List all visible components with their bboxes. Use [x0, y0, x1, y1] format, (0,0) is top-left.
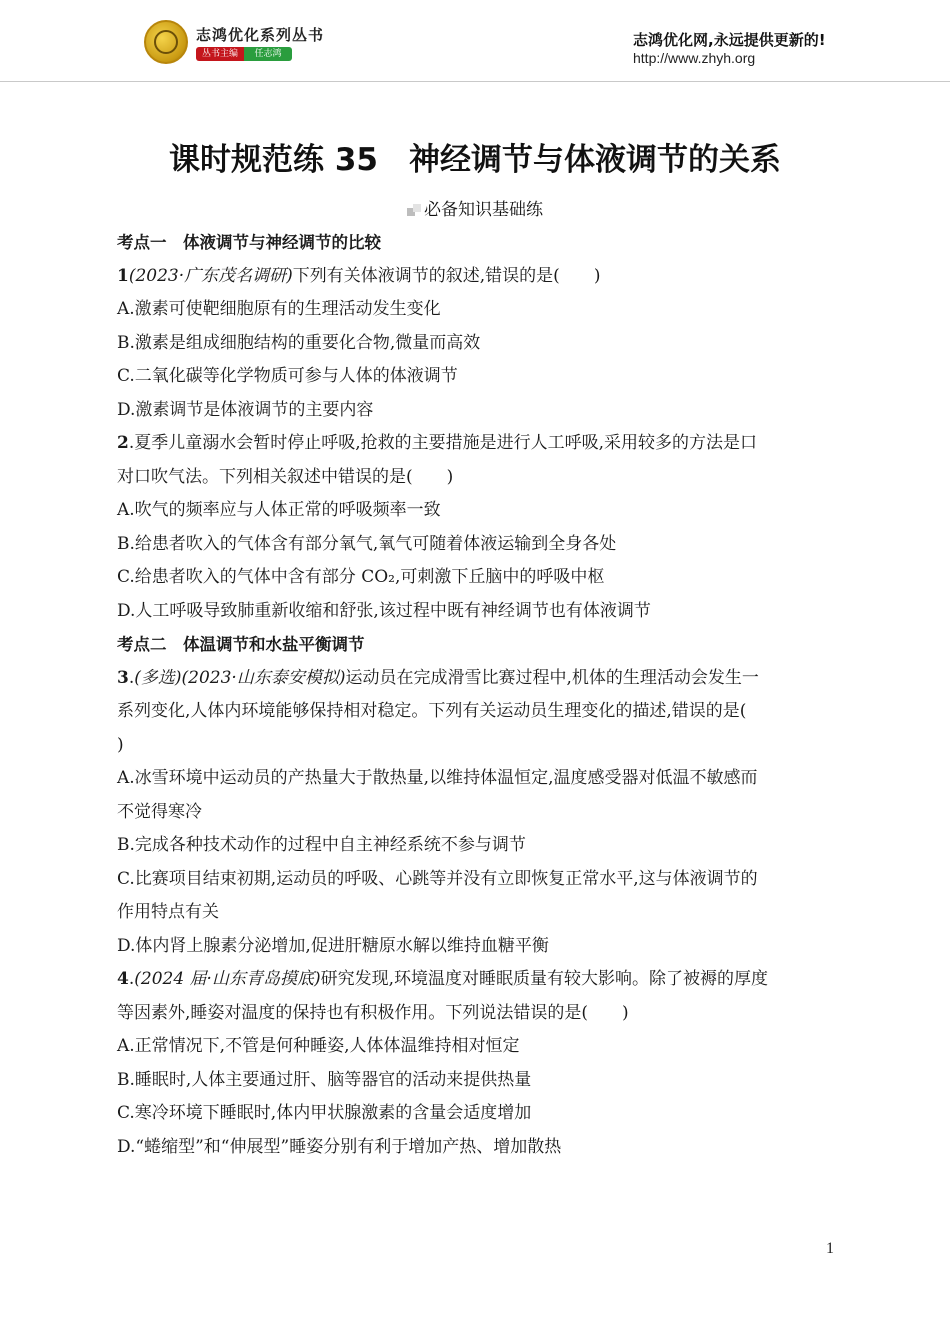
question-2-stem	[117, 427, 837, 461]
question-number: 2	[117, 433, 129, 453]
question-source: (2024 届·山东青岛摸底)	[134, 969, 321, 989]
question-1-stem	[117, 260, 837, 294]
page-number: 1	[826, 1240, 834, 1257]
question-text-cont: 对口吹气法。下列相关叙述中错误的是( )	[117, 466, 454, 487]
question-source: (2023·广东茂名调研)	[128, 265, 293, 286]
option: B.激素是组成细胞结构的重要化合物,微量而高效	[117, 332, 481, 353]
publisher-logo	[144, 20, 188, 64]
header-url[interactable]: http://www.zhyh.org	[633, 50, 756, 66]
header-divider	[0, 81, 950, 82]
question-3-stem: 3.(多选)(2023·山东泰安模拟)运动员在完成滑雪比赛过程中,机体的生理活动会发生一	[117, 667, 759, 688]
option: B.睡眠时,人体主要通过肝、脑等器官的活动来提供热量	[117, 1069, 532, 1090]
exercise-content	[117, 226, 837, 1164]
option: A.冰雪环境中运动员的产热量大于散热量,以维持体温恒定,温度感受器对低温不敏感而	[117, 768, 758, 788]
question-number: 4	[117, 969, 129, 989]
option: C.比赛项目结束初期,运动员的呼吸、心跳等并没有立即恢复正常水平,这与体液调节的	[117, 868, 758, 889]
question-text: 下列有关体液调节的叙述,错误的是( )	[292, 265, 601, 286]
question-text-cont: 系列变化,人体内环境能够保持相对稳定。下列有关运动员生理变化的描述,错误的是(	[117, 701, 747, 721]
option: C.寒冷环境下睡眠时,体内甲状腺激素的含量会适度增加	[117, 1103, 532, 1123]
option: A.激素可使靶细胞原有的生理活动发生变化	[117, 299, 441, 319]
section-square-icon	[407, 204, 421, 216]
question-number: 1	[117, 265, 129, 286]
question-4-stem: 4.(2024 届·山东青岛摸底)研究发现,环境温度对睡眠质量有较大影响。除了被褥的厚度	[117, 969, 768, 989]
page-header	[0, 0, 950, 82]
page-title: 课时规范练 35 神经调节与体液调节的关系	[169, 142, 781, 178]
point-heading: 考点二 体温调节和水盐平衡调节	[117, 635, 365, 654]
option-cont: 作用特点有关	[117, 902, 219, 922]
option: D.“蜷缩型”和“伸展型”睡姿分别有利于增加产热、增加散热	[117, 1136, 562, 1157]
editor-label: 丛书主编	[196, 47, 244, 61]
question-text-cont: )	[117, 734, 124, 755]
option: C.二氧化碳等化学物质可参与人体的体液调节	[117, 366, 458, 386]
option: D.体内肾上腺素分泌增加,促进肝糖原水解以维持血糖平衡	[117, 935, 549, 956]
question-text: 研究发现,环境温度对睡眠质量有较大影响。除了被褥的厚度	[320, 969, 768, 989]
option: A.正常情况下,不管是何种睡姿,人体体温维持相对恒定	[117, 1036, 520, 1056]
option: A.吹气的频率应与人体正常的呼吸频率一致	[117, 500, 441, 520]
logo-emblem-icon	[154, 30, 178, 54]
section-tag-label: 必备知识基础练	[424, 200, 543, 220]
series-title: 志鸿优化系列丛书	[196, 26, 325, 44]
option: D.激素调节是体液调节的主要内容	[117, 399, 374, 420]
editor-name: 任志鸿	[244, 47, 292, 61]
question-number: 3	[117, 667, 129, 688]
section-tag	[0, 195, 950, 220]
question-text-cont: 等因素外,睡姿对温度的保持也有积极作用。下列说法错误的是( )	[117, 1002, 629, 1023]
option: C.给患者吹入的气体中含有部分 CO₂,可刺激下丘脑中的呼吸中枢	[117, 567, 605, 587]
question-text: 运动员在完成滑雪比赛过程中,机体的生理活动会发生一	[345, 667, 759, 688]
point-heading: 考点一 体液调节与神经调节的比较	[117, 233, 381, 252]
question-text: .夏季儿童溺水会暂时停止呼吸,抢救的主要措施是进行人工呼吸,采用较多的方法是口	[128, 433, 758, 453]
option: D.人工呼吸导致肺重新收缩和舒张,该过程中既有神经调节也有体液调节	[117, 600, 651, 621]
editor-badge	[196, 47, 292, 61]
option: B.给患者吹入的气体含有部分氧气,氧气可随着体液运输到全身各处	[117, 533, 617, 554]
option-cont: 不觉得寒冷	[117, 801, 202, 822]
question-source: (多选)(2023·山东泰安模拟)	[134, 667, 346, 688]
header-slogan: 志鸿优化网,永远提供更新的!	[633, 31, 826, 49]
option: B.完成各种技术动作的过程中自主神经系统不参与调节	[117, 835, 526, 855]
